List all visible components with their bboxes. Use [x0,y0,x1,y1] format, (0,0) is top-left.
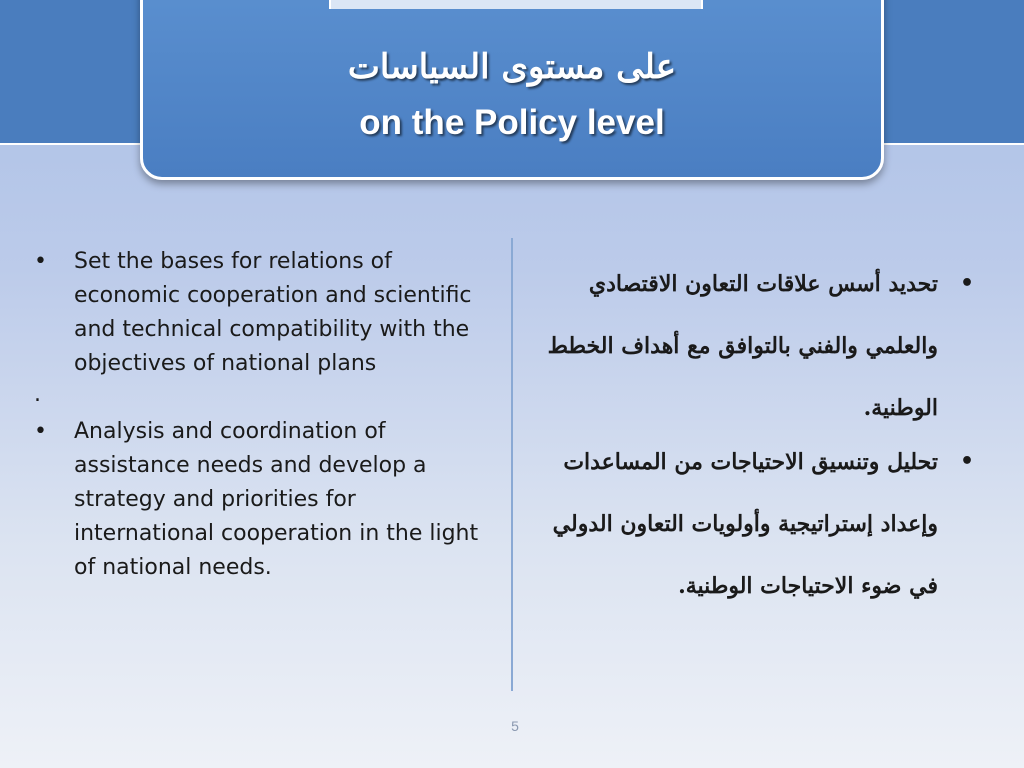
list-item [520,431,990,617]
list-item-text: Set the bases for relations of economic cooperation and scientific and technical compatibility with the objectives of national plans [74,249,472,376]
bullet-icon: • [959,449,974,474]
title-english: on the Policy level [359,103,665,142]
list-item [30,415,500,585]
stray-dot: . [34,382,41,407]
list-item-text: تحديد أسس علاقات التعاون الاقتصادي والعلمي والفني بالتوافق مع أهداف الخطط الوطنية. [547,271,938,421]
bullet-icon: • [959,271,974,296]
column-divider [511,238,513,691]
bullet-icon: • [34,419,47,444]
english-bullet-list [30,245,500,585]
title-tab [329,0,703,9]
list-item [30,245,500,381]
english-column [30,245,500,585]
page-number: 5 [511,718,519,734]
bullet-icon: • [34,249,47,274]
list-item-text: تحليل وتنسيق الاحتياجات من المساعدات وإعداد إستراتيجية وأولويات التعاون الدولي في ضوء الاحتياجات الوطنية. [552,449,938,599]
title-arabic: على مستوى السياسات [347,47,677,87]
title-box [140,0,884,180]
list-item-text: Analysis and coordination of assistance needs and develop a strategy and priorities for international cooperation in the light of national needs. [74,419,479,580]
arabic-bullet-list [520,253,990,617]
arabic-column [520,253,990,617]
list-item [520,253,990,439]
